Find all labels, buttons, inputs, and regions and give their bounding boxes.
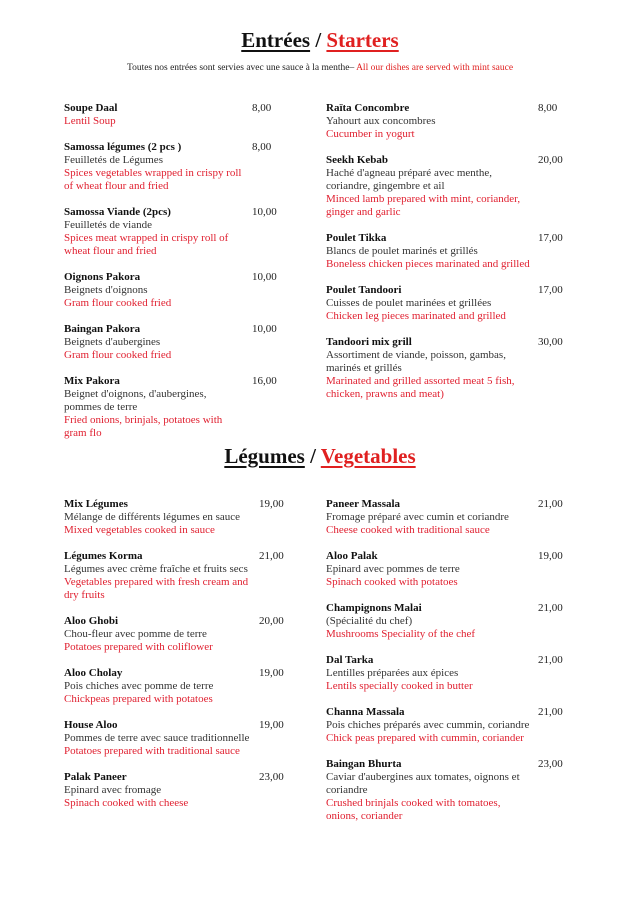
item-description-fr: Beignet d'oignons, d'aubergines, pommes de terre bbox=[64, 388, 207, 413]
item-description-fr: Lentilles préparées aux épices bbox=[326, 667, 459, 679]
item-description-fr: Feuilletés de Légumes bbox=[64, 154, 163, 166]
item-price: 8,00 bbox=[252, 141, 272, 153]
item-price: 21,00 bbox=[538, 654, 563, 666]
item-price: 10,00 bbox=[252, 206, 277, 218]
item-description-en: Marinated and grilled assorted meat 5 fish, chicken, prawns and meat) bbox=[326, 375, 515, 400]
starters-right-column bbox=[326, 102, 566, 414]
menu-item bbox=[326, 550, 566, 589]
item-price: 19,00 bbox=[259, 498, 284, 510]
item-description-fr: Beignets d'oignons bbox=[64, 284, 148, 296]
menu-item bbox=[64, 550, 288, 602]
item-description-fr: Pommes de terre avec sauce traditionnelle bbox=[64, 732, 250, 744]
item-price: 23,00 bbox=[538, 758, 563, 770]
item-description-en: Spices meat wrapped in crispy roll of wheat flour and fried bbox=[64, 232, 229, 257]
item-price: 21,00 bbox=[538, 706, 563, 718]
item-price: 19,00 bbox=[259, 719, 284, 731]
item-description-en: Fried onions, brinjals, potatoes with gram flo bbox=[64, 414, 223, 439]
menu-item bbox=[64, 141, 286, 193]
item-description-en: Chickpeas prepared with potatoes bbox=[64, 693, 213, 705]
item-description-fr: Pois chiches avec pomme de terre bbox=[64, 680, 214, 692]
item-name: Seekh Kebab bbox=[326, 154, 389, 166]
item-name: Channa Massala bbox=[326, 706, 405, 718]
vegetables-title: Légumes / Vegetables bbox=[224, 444, 416, 468]
item-description-fr: Assortiment de viande, poisson, gambas, marinés et grillés bbox=[326, 349, 506, 374]
item-price: 16,00 bbox=[252, 375, 277, 387]
item-description-fr: Epinard avec pommes de terre bbox=[326, 563, 460, 575]
menu-item bbox=[326, 602, 566, 641]
item-description-en: Mushrooms Speciality of the chef bbox=[326, 628, 476, 640]
item-description-en: Potatoes prepared with coliflower bbox=[64, 641, 213, 653]
item-price: 21,00 bbox=[538, 602, 563, 614]
item-description-en: Crushed brinjals cooked with tomatoes, onions, coriander bbox=[326, 797, 501, 822]
menu-item bbox=[64, 771, 288, 810]
item-price: 21,00 bbox=[259, 550, 284, 562]
menu-item bbox=[64, 271, 286, 310]
starters-title: Entrées / Starters bbox=[241, 28, 399, 52]
item-name: Poulet Tikka bbox=[326, 232, 387, 244]
item-price: 20,00 bbox=[538, 154, 563, 166]
item-description-en: Chicken leg pieces marinated and grilled bbox=[326, 310, 506, 322]
vegetables-left-column bbox=[64, 498, 288, 823]
item-name: Soupe Daal bbox=[64, 102, 118, 114]
item-description-fr: Epinard avec fromage bbox=[64, 784, 162, 796]
item-name: Baingan Pakora bbox=[64, 323, 141, 335]
item-name: Samossa légumes (2 pcs ) bbox=[64, 141, 182, 153]
item-name: Poulet Tandoori bbox=[326, 284, 402, 296]
item-name: Samossa Viande (2pcs) bbox=[64, 206, 171, 218]
item-name: Tandoori mix grill bbox=[326, 336, 412, 348]
menu-item bbox=[64, 667, 288, 706]
item-description-fr: Cuisses de poulet marinées et grillées bbox=[326, 297, 492, 309]
item-name: Aloo Palak bbox=[326, 550, 378, 562]
item-description-fr: Pois chiches préparés avec cummin, coriandre bbox=[326, 719, 530, 731]
item-description-en: Gram flour cooked fried bbox=[64, 297, 172, 309]
menu-item bbox=[326, 336, 566, 401]
item-price: 17,00 bbox=[538, 232, 563, 244]
item-price: 19,00 bbox=[538, 550, 563, 562]
item-description-fr: Légumes avec crème fraîche et fruits secs bbox=[64, 563, 248, 575]
starters-note: Toutes nos entrées sont servies avec une sauce à la menthe– All our dishes are served with mint sauce bbox=[126, 63, 514, 73]
item-description-fr: Mélange de différents légumes en sauce bbox=[64, 511, 241, 523]
item-description-en: Vegetables prepared with fresh cream and dry fruits bbox=[64, 576, 249, 601]
item-description-en: Boneless chicken pieces marinated and grilled bbox=[326, 258, 530, 270]
menu-item bbox=[326, 498, 566, 537]
item-description-en: Potatoes prepared with traditional sauce bbox=[64, 745, 240, 757]
item-description-en: Mixed vegetables cooked in sauce bbox=[64, 524, 215, 536]
item-name: Baingan Bhurta bbox=[326, 758, 402, 770]
item-price: 21,00 bbox=[538, 498, 563, 510]
item-price: 8,00 bbox=[252, 102, 272, 114]
item-name: Champignons Malai bbox=[326, 602, 422, 614]
menu-item bbox=[326, 232, 566, 271]
menu-item bbox=[326, 102, 566, 141]
item-description-fr: Fromage préparé avec cumin et coriandre bbox=[326, 511, 509, 523]
item-price: 19,00 bbox=[259, 667, 284, 679]
menu-item bbox=[326, 284, 566, 323]
item-name: Légumes Korma bbox=[64, 550, 143, 562]
item-price: 8,00 bbox=[538, 102, 558, 114]
item-description-en: Minced lamb prepared with mint, coriander, ginger and garlic bbox=[326, 193, 521, 218]
item-description-fr: Yahourt aux concombres bbox=[326, 115, 436, 127]
item-description-en: Cheese cooked with traditional sauce bbox=[326, 524, 490, 536]
item-description-fr: Feuilletés de viande bbox=[64, 219, 152, 231]
menu-item bbox=[326, 154, 566, 219]
item-description-en: Lentil Soup bbox=[64, 115, 116, 127]
item-price: 17,00 bbox=[538, 284, 563, 296]
item-price: 23,00 bbox=[259, 771, 284, 783]
menu-item bbox=[326, 758, 566, 823]
menu-item bbox=[64, 323, 286, 362]
item-price: 20,00 bbox=[259, 615, 284, 627]
item-price: 10,00 bbox=[252, 271, 277, 283]
item-name: Mix Pakora bbox=[64, 375, 120, 387]
item-name: Paneer Massala bbox=[326, 498, 401, 510]
item-description-fr: (Spécialité du chef) bbox=[326, 615, 413, 627]
item-name: Palak Paneer bbox=[64, 771, 127, 783]
item-name: Oignons Pakora bbox=[64, 271, 141, 283]
item-name: Raïta Concombre bbox=[326, 102, 410, 114]
menu-item bbox=[64, 615, 288, 654]
item-price: 10,00 bbox=[252, 323, 277, 335]
menu-item bbox=[326, 654, 566, 693]
item-description-fr: Chou-fleur avec pomme de terre bbox=[64, 628, 207, 640]
item-description-fr: Caviar d'aubergines aux tomates, oignons et coriandre bbox=[326, 771, 520, 796]
menu-item bbox=[64, 719, 288, 758]
menu-item bbox=[64, 102, 286, 128]
menu-item bbox=[64, 375, 286, 440]
item-name: Aloo Cholay bbox=[64, 667, 123, 679]
item-description-en: Chick peas prepared with cummin, coriander bbox=[326, 732, 524, 744]
item-name: Aloo Ghobi bbox=[64, 615, 119, 627]
item-name: Mix Légumes bbox=[64, 498, 128, 510]
item-description-en: Spices vegetables wrapped in crispy roll of wheat flour and fried bbox=[64, 167, 242, 192]
item-name: Dal Tarka bbox=[326, 654, 374, 666]
item-description-en: Spinach cooked with cheese bbox=[64, 797, 189, 809]
vegetables-right-column bbox=[326, 498, 566, 836]
item-name: House Aloo bbox=[64, 719, 118, 731]
item-description-en: Spinach cooked with potatoes bbox=[326, 576, 458, 588]
item-description-fr: Haché d'agneau préparé avec menthe, coriandre, gingembre et ail bbox=[326, 167, 492, 192]
item-description-en: Cucumber in yogurt bbox=[326, 128, 415, 140]
menu-item bbox=[64, 206, 286, 258]
item-description-en: Gram flour cooked fried bbox=[64, 349, 172, 361]
menu-item bbox=[326, 706, 566, 745]
starters-left-column bbox=[64, 102, 286, 453]
item-description-fr: Beignets d'aubergines bbox=[64, 336, 161, 348]
item-price: 30,00 bbox=[538, 336, 563, 348]
item-description-en: Lentils specially cooked in butter bbox=[326, 680, 473, 692]
item-description-fr: Blancs de poulet marinés et grillés bbox=[326, 245, 478, 257]
menu-item bbox=[64, 498, 288, 537]
